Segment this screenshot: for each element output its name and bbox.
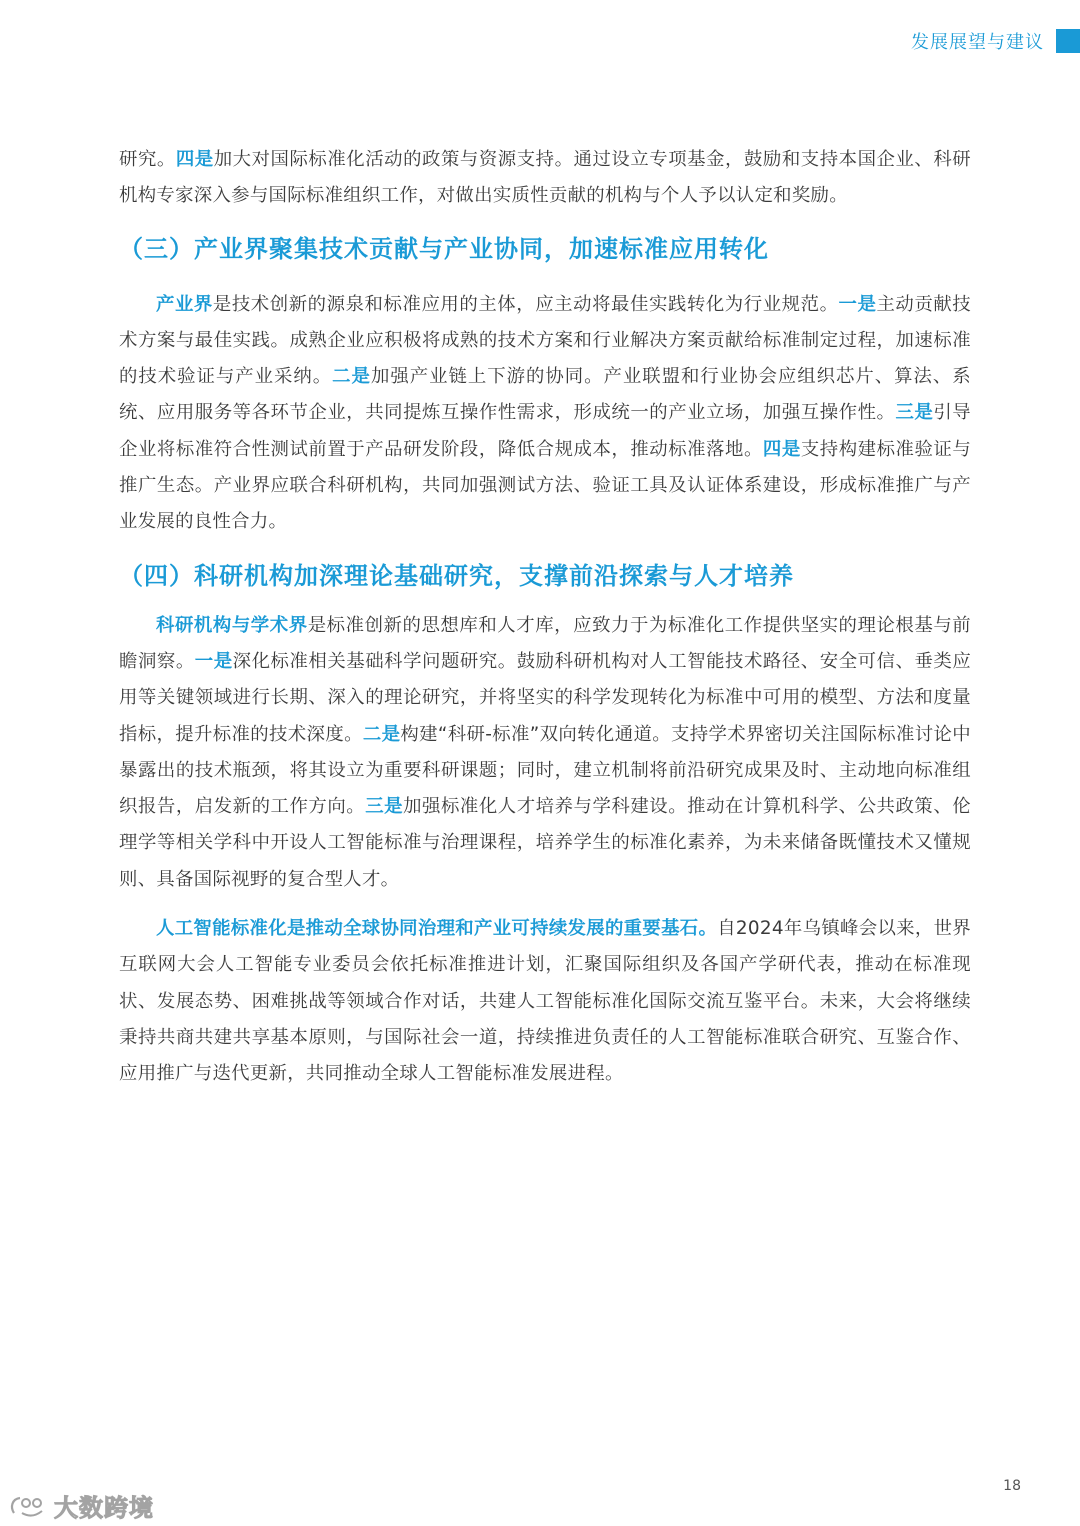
paragraph-conclusion [119, 911, 971, 1092]
paragraph-continuation [119, 142, 971, 215]
text-segment: 是技术创新的源泉和标准应用的主体，应主动将最佳实践转化为行业规范。 [212, 293, 839, 315]
watermark-logo-icon [8, 1493, 48, 1519]
text-segment: 加强标准化人才培养与学科建设。推动在计算机科学、公共政策、伦理学等相关学科中开设人工智能标准与治理课程，培养学生的标准化素养，为未来储备既懂技术又懂规则、具备国际视野的复合型人才。 [119, 796, 971, 890]
text-segment: 加强产业链上下游的协同。产业联盟和行业协会应组织芯片、算法、系统、应用服务等各环节企业，共同提炼互操作性需求，形成统一的产业立场，加强互操作性。 [119, 366, 971, 424]
text-segment: 深化标准相关基础科学问题研究。鼓励科研机构对人工智能技术路径、安全可信、垂类应用等关键领域进行长期、深入的理论研究，并将坚实的科学发现转化为标准中可用的模型、方法和度量指标，提升标准的技术深度。 [119, 650, 972, 745]
text-segment: 加大对国际标准化活动的政策与资源支持。通过设立专项基金，鼓励和支持本国企业、科研机构专家深入参与国际标准组织工作，对做出实质性贡献的机构与个人予以认定和奖励。 [119, 149, 971, 207]
text-segment: 研究。 [119, 149, 176, 170]
highlight-research: 科研机构与学术界 [156, 614, 308, 636]
section-header-title: 发展展望与建议 [911, 32, 1044, 53]
highlight-point-four: 四是 [175, 149, 214, 170]
text-segment: 构建“科研-标准”双向转化通道。支持学术界密切关注国际标准讨论中暴露出的技术瓶颈，将其设立为重要科研课题；同时，建立机制将前沿研究成果及时、主动地向标准组织报告，启发新的工作方向。 [119, 723, 971, 818]
highlight-conclusion: 人工智能标准化是推动全球协同治理和产业可持续发展的重要基石。 [156, 918, 718, 940]
section-heading-three: （三）产业界聚集技术贡献与产业协同，加速标准应用转化 [119, 234, 769, 263]
text-segment: 主动贡献技术方案与最佳实践。成熟企业应积极将成熟的技术方案和行业解决方案贡献给标准制定过程，加速标准的技术验证与产业采纳。 [119, 293, 971, 388]
highlight-point-three: 三是 [895, 402, 934, 424]
main-content [119, 142, 971, 1093]
highlight-point-one: 一是 [194, 650, 233, 672]
paragraph-industry [119, 287, 971, 541]
text-segment: 支持构建标准验证与推广生态。产业界应联合科研机构，共同加强测试方法、验证工具及认证体系建设，形成标准推广与产业发展的良性合力。 [119, 438, 972, 533]
page-number: 18 [1003, 1478, 1021, 1494]
watermark-text: 大数跨境 [54, 1494, 154, 1522]
text-segment: 自2024年乌镇峰会以来，世界互联网大会人工智能专业委员会依托标准推进计划，汇聚国际组织及各国产学研代表，推动在标准现状、发展态势、困难挑战等领域合作对话，共建人工智能标准化国际交流互鉴平台。未来，大会将继续秉持共商共建共享基本原则，与国际社会一道，持续推进负责任的人工智能标准联合研究、互鉴合作、应用推广与迭代更新，共同推动全球人工智能标准发展进程。 [119, 918, 971, 1085]
highlight-point-four: 四是 [762, 438, 801, 460]
header-accent-bar [1056, 29, 1080, 53]
highlight-point-two: 二是 [332, 366, 371, 388]
text-segment: 引导企业将标准符合性测试前置于产品研发阶段，降低合规成本，推动标准落地。 [119, 402, 971, 460]
text-segment: 是标准创新的思想库和人才库，应致力于为标准化工作提供坚实的理论根基与前瞻洞察。 [119, 614, 971, 672]
watermark [8, 1488, 154, 1523]
highlight-point-three: 三是 [365, 796, 404, 818]
page-header [911, 28, 1080, 54]
highlight-industry: 产业界 [156, 293, 213, 315]
paragraph-research [119, 608, 971, 898]
highlight-point-two: 二是 [362, 723, 401, 745]
highlight-point-one: 一是 [838, 293, 877, 315]
section-heading-four: （四）科研机构加深理论基础研究，支撑前沿探索与人才培养 [119, 561, 794, 590]
